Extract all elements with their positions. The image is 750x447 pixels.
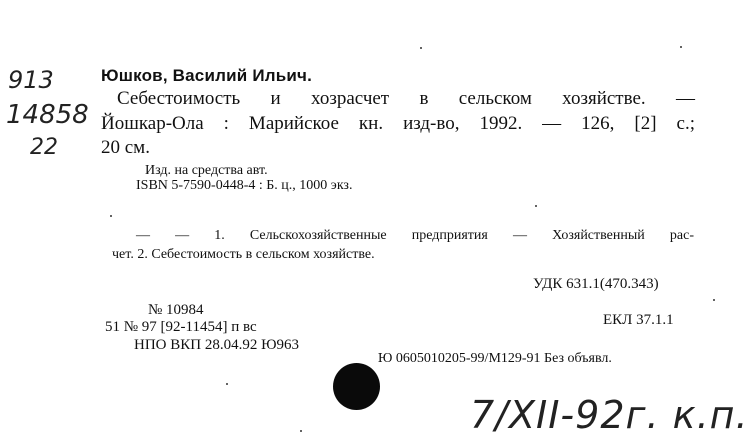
handwritten-date-note: 7/XII-92г. к.п.: [470, 393, 749, 437]
index-line: Ю 0605010205-99/М129-91 Без объявл.: [378, 351, 612, 366]
funding-note: Изд. на средства авт.: [145, 163, 268, 178]
punch-hole: [333, 363, 380, 410]
dust-speck: [680, 46, 682, 48]
handwritten-copy-number: 22: [30, 135, 58, 160]
extent-line: 20 см.: [101, 137, 150, 158]
npo-line: НПО ВКП 28.04.92 Ю963: [134, 337, 300, 353]
isbn-line: ISBN 5-7590-0448-4 : Б. ц., 1000 экз.: [136, 178, 353, 193]
handwritten-shelf-mark: 913: [8, 66, 54, 94]
order-line: 51 № 97 [92-11454] п вс: [105, 319, 257, 335]
card-number: № 10984: [148, 302, 204, 318]
dust-speck: [713, 299, 715, 301]
imprint-line: Йошкар-Ола : Марийское кн. изд-во, 1992. — 126, [2] с.;: [101, 113, 695, 134]
subjects-line-2: чет. 2. Себестоимость в сельском хозяйстве.: [112, 247, 375, 262]
ekl-code: ЕКЛ 37.1.1: [603, 312, 674, 328]
dust-speck: [300, 430, 302, 432]
subjects-line-1: — — 1. Сельскохозяйственные предприятия — Хозяйственный рас-: [136, 228, 694, 243]
dust-speck: [226, 383, 228, 385]
dust-speck: [110, 215, 112, 217]
title-line: Себестоимость и хозрасчет в сельском хозяйстве. —: [117, 88, 695, 109]
author-heading: Юшков, Василий Ильич.: [101, 66, 313, 85]
dust-speck: [420, 47, 422, 49]
dust-speck: [535, 205, 537, 207]
handwritten-inventory-number: 14858: [6, 100, 89, 130]
udk-code: УДК 631.1(470.343): [533, 276, 659, 292]
